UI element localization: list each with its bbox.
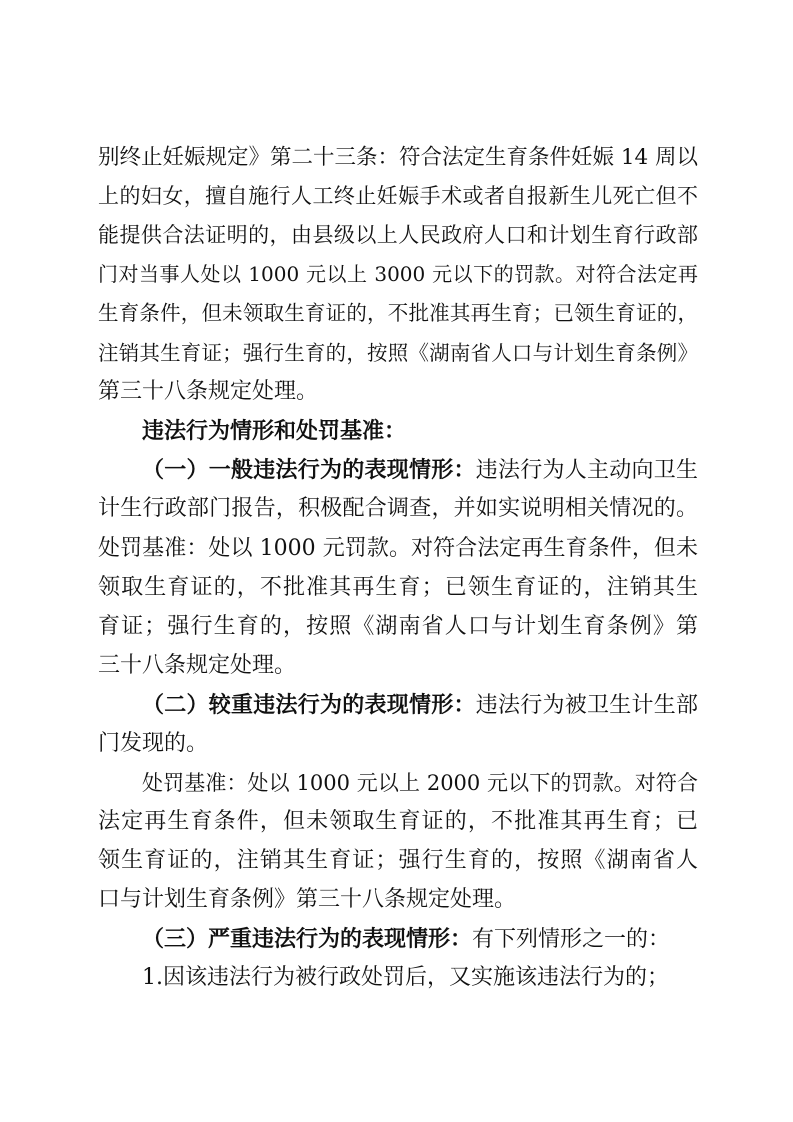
body-text-line: 门对当事人处以 1000 元以上 3000 元以下的罚款。对符合法定再 (98, 262, 698, 286)
body-text-line: 三十八条规定处理。 (98, 653, 297, 678)
body-text-line: 法定再生育条件，但未领取生育证的，不批准其再生育；已 (98, 809, 698, 834)
body-text-line: 育证；强行生育的，按照《湖南省人口与计划生育条例》第 (98, 614, 698, 639)
body-text-line: 上的妇女，擅自施行人工终止妊娠手术或者自报新生儿死亡但不 (98, 184, 698, 208)
general-case-text: 违法行为人主动向卫生 (475, 458, 698, 483)
serious-case-heading: （二）较重违法行为的表现情形： (142, 692, 476, 718)
general-case-heading: （一）一般违法行为的表现情形： (142, 457, 476, 483)
general-case-first-line (142, 455, 698, 485)
severe-case-first-line (142, 924, 698, 954)
body-text-line: 生育条件，但未领取生育证的，不批准其再生育；已领生育证的， (98, 301, 698, 325)
body-text-line: 处罚基准：处以 1000 元罚款。对符合法定再生育条件，但未 (98, 536, 698, 561)
body-text-line: 第三十八条规定处理。 (98, 379, 319, 404)
severe-case-heading: （三）严重违法行为的表现情形： (142, 926, 473, 952)
serious-case-first-line (142, 690, 698, 720)
body-text-line: 能提供合法证明的，由县级以上人民政府人口和计划生育行政部 (98, 223, 698, 247)
section-heading: 违法行为情形和处罚基准： (142, 418, 407, 444)
body-text-line: 处罚基准：处以 1000 元以上 2000 元以下的罚款。对符合 (142, 771, 698, 795)
body-text-line: 计生行政部门报告，积极配合调查，并如实说明相关情况的。 (98, 496, 698, 521)
body-text-line: 口与计划生育条例》第三十八条规定处理。 (98, 887, 517, 912)
severe-case-text: 有下列情形之一的： (472, 927, 671, 952)
body-text-line: 别终止妊娠规定》第二十三条：符合法定生育条件妊娠 14 周以 (98, 145, 699, 170)
body-text-line: 门发现的。 (98, 731, 209, 756)
body-text-line: 领生育证的，注销其生育证；强行生育的，按照《湖南省人 (98, 848, 698, 873)
serious-case-text: 违法行为被卫生计生部 (475, 693, 698, 718)
body-text-line: 注销其生育证；强行生育的，按照《湖南省人口与计划生育条例》 (98, 341, 698, 365)
list-item: 1.因该违法行为被行政处罚后，又实施该违法行为的； (142, 965, 669, 990)
body-text-line: 领取生育证的，不批准其再生育；已领生育证的，注销其生 (98, 575, 698, 600)
